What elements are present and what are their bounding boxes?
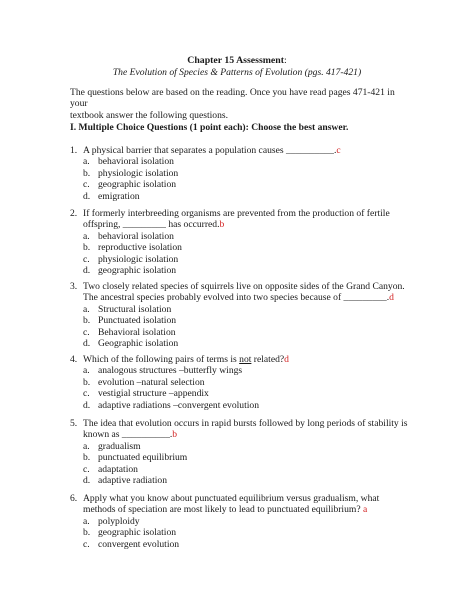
option-text: vestigial structure –appendix [98,388,209,400]
option-text: behavioral isolation [98,230,174,242]
intro-paragraph [70,87,410,121]
option-item [83,365,410,376]
option-text: emigration [98,190,140,202]
option-text: geographic isolation [98,265,177,277]
option-letter: c. [83,253,90,265]
underlined-word: not [239,354,252,365]
title-block [0,55,474,79]
chapter-title [0,55,474,66]
option-item [83,231,410,242]
option-item [83,179,410,190]
option-text: adaptive radiations –convergent evolution [98,399,260,411]
option-item [83,242,410,253]
option-letter: b. [83,167,91,179]
option-item [83,315,410,326]
question-line-1: If formerly interbreeding organisms are prevented from the production of fertile [83,208,390,219]
option-text: Structural isolation [98,303,172,315]
option-text: convergent evolution [98,538,180,550]
option-text: gradualism [98,440,141,452]
question-line-2: offspring, _________ has occurred. [83,219,220,231]
option-text: physiologic isolation [98,167,179,179]
option-text: behavioral isolation [98,156,174,168]
option-letter: d. [83,338,91,350]
option-text: Geographic isolation [98,338,179,350]
question-6 [70,493,410,550]
option-letter: a. [83,303,90,315]
question-text [83,493,410,516]
option-item [83,539,410,550]
option-letter: b. [83,452,91,464]
option-letter: c. [83,326,90,338]
option-letter: d. [83,475,91,487]
option-item [83,191,410,202]
option-letter: b. [83,242,91,254]
option-text: geographic isolation [98,179,177,191]
option-list [83,304,410,350]
question-text [83,208,410,231]
question-line-2-wrap [83,504,410,515]
question-1 [70,145,410,202]
option-item [83,475,410,486]
chapter-subtitle: The Evolution of Species & Patterns of Evolution (pgs. 417-421) [112,67,362,79]
option-list [83,231,410,277]
option-letter: c. [83,388,90,400]
option-letter: a. [83,440,90,452]
option-letter: d. [83,265,91,277]
question-number: 4. [70,354,78,365]
option-item [83,527,410,538]
question-line-1-pre: Which of the following pairs of terms is [83,354,240,365]
option-item [83,464,410,475]
question-line-2: known as __________. [83,429,173,441]
option-letter: a. [83,515,90,527]
option-letter: a. [83,156,90,168]
option-text: Behavioral isolation [98,326,176,338]
chapter-colon: : [283,55,287,66]
option-letter: b. [83,315,91,327]
option-text: punctuated equilibrium [98,452,188,464]
question-line-2-wrap [83,429,410,440]
question-line-1-post: related? [251,354,285,365]
question-text [83,145,410,156]
option-letter: d. [83,190,91,202]
option-item [83,304,410,315]
question-number: 3. [70,281,78,292]
question-line-1: Two closely related species of squirrels live on opposite sides of the Grand Canyon. [83,281,405,292]
option-item [83,254,410,265]
option-item [83,327,410,338]
option-item [83,400,410,411]
question-text [83,281,410,304]
option-text: Punctuated isolation [98,315,177,327]
question-2 [70,208,410,276]
option-list [83,516,410,550]
option-letter: c. [83,463,90,475]
question-text [83,354,410,365]
option-text: adaptation [98,463,138,475]
question-number: 2. [70,208,78,219]
intro-line-2: textbook answer the following questions. [70,109,229,121]
option-letter: c. [83,538,90,550]
question-line-1: Apply what you know about punctuated equilibrium versus gradualism, what [83,493,380,504]
question-number: 5. [70,418,78,429]
answer-mark: a [363,504,368,516]
question-5 [70,418,410,486]
option-letter: d. [83,399,91,411]
question-line-2: The ancestral species probably evolved into two species because of _________. [83,292,390,304]
question-line-2: methods of speciation are most likely to lead to punctuated equilibrium? [83,504,361,516]
option-letter: a. [83,365,90,377]
question-3 [70,281,410,349]
chapter-label: Chapter 15 Assessment [187,55,284,66]
option-text: analogous structures –butterfly wings [98,365,243,377]
option-item [83,338,410,349]
question-line-1: The idea that evolution occurs in rapid bursts followed by long periods of stability is [83,418,408,429]
answer-mark: b [172,429,178,441]
option-list [83,156,410,202]
option-text: geographic isolation [98,527,177,539]
intro-line-1: The questions below are based on the reading. Once you have read pages 471-421 in your [70,87,395,110]
option-text: reproductive isolation [98,242,182,254]
option-letter: b. [83,376,91,388]
option-letter: c. [83,179,90,191]
question-number: 1. [70,145,78,156]
question-line-1: A physical barrier that separates a population causes __________. [83,145,337,156]
option-letter: b. [83,527,91,539]
question-line-2-wrap [83,219,410,230]
option-text: evolution –natural selection [98,376,205,388]
question-text [83,418,410,441]
answer-mark: c [336,145,341,156]
option-text: adaptive radiation [98,475,167,487]
question-number: 6. [70,493,78,504]
option-item [83,168,410,179]
option-item [83,516,410,527]
option-letter: a. [83,230,90,242]
option-list [83,365,410,411]
question-4 [70,354,410,411]
option-item [83,388,410,399]
option-item [83,452,410,463]
question-line-2-wrap [83,292,410,303]
section-heading: I. Multiple Choice Questions (1 point each): Choose the best answer. [70,122,349,133]
option-item [83,265,410,276]
option-text: polyploidy [98,515,140,527]
option-list [83,441,410,487]
answer-mark: d [389,292,394,304]
option-item [83,156,410,167]
answer-mark: b [219,219,225,231]
answer-mark: d [284,354,289,365]
option-text: physiologic isolation [98,253,179,265]
option-item [83,377,410,388]
option-item [83,441,410,452]
